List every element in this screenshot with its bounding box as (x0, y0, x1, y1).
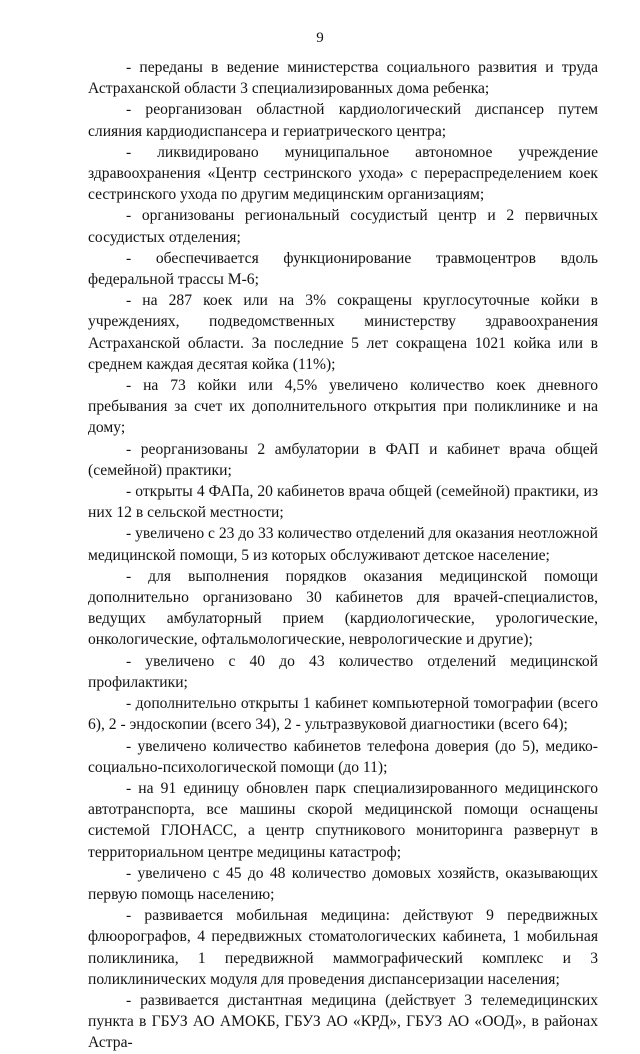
paragraph-cardiology-dispensary: - реорганизован областной кардиологический диспансер путем слияния кардиодиспансера и гериатрического центра; (88, 101, 598, 140)
paragraph-telemedicine: - развивается дистантная медицина (действует 3 телемедицинских пункта в ГБУЗ АО АМОКБ, ГБУЗ АО «КРД», ГБУЗ АО «ООД», в районах Астра- (88, 991, 598, 1052)
paragraph-fap-openings: - открыты 4 ФАПа, 20 кабинетов врача общей (семейной) практики, из них 12 в сельской местности; (88, 483, 598, 522)
paragraph-vascular-center: - организованы региональный сосудистый центр и 2 первичных сосудистых отделения; (88, 207, 598, 246)
paragraph-diagnostic-offices: - дополнительно открыты 1 кабинет компьютерной томографии (всего 6), 2 - эндоскопии (всего 34), 2 - ультразвуковой диагностики (всего 64); (88, 695, 598, 734)
paragraph-ambulatory-reorganization: - реорганизованы 2 амбулатории в ФАП и кабинет врача общей (семейной) практики; (88, 440, 598, 479)
paragraph-nursing-care-center: - ликвидировано муниципальное автономное учреждение здравоохранения «Центр сестринского ухода» с перераспределением коек сестринского ухода по другим медицинским организациям; (88, 143, 598, 204)
paragraph-transfer-orphanages: - переданы в ведение министерства социального развития и труда Астраханской области 3 специализированных дома ребенка; (88, 59, 598, 98)
paragraph-medical-transport: - на 91 единицу обновлен парк специализированного медицинского автотранспорта, все машины скорой медицинской помощи оснащены системой ГЛОНАСС, а центр спутникового мониторинга развернут в территориальном центре медицины катастроф; (88, 779, 598, 861)
page-number: 9 (316, 30, 324, 46)
paragraph-prevention-departments: - увеличено с 40 до 43 количество отделений медицинской профилактики; (88, 652, 598, 691)
paragraph-bed-reduction: - на 287 коек или на 3% сокращены круглосуточные койки в учреждениях, подведомственных министерству здравоохранения Астраханской области. За последние 5 лет сокращена 1021 койка или в среднем каждая десятая койка (11%); (88, 292, 598, 373)
paragraph-mobile-medicine: - развивается мобильная медицина: действуют 9 передвижных флюорографов, 4 передвижных стоматологических кабинета, 1 мобильная поликлиника, 1 передвижной маммографический комплекс и 3 поликлинических модуля для проведения диспансеризации населения; (88, 907, 598, 988)
paragraph-first-aid-households: - увеличено с 45 до 48 количество домовых хозяйств, оказывающих первую помощь населению; (88, 864, 598, 903)
paragraph-trauma-centers: - обеспечивается функционирование травмоцентров вдоль федеральной трассы М-6; (88, 249, 598, 289)
paragraph-helpline-offices: - увеличено количество кабинетов телефона доверия (до 5), медико-социально-психологической помощи (до 11); (88, 737, 598, 776)
paragraph-day-stay-beds: - на 73 койки или 4,5% увеличено количество коек дневного пребывания за счет их дополнительного открытия при поликлинике и на дому; (88, 377, 598, 437)
body-text (88, 57, 598, 1054)
paragraph-specialist-offices: - для выполнения порядков оказания медицинской помощи дополнительно организовано 30 кабинетов для врачей-специалистов, ведущих амбулаторный прием (кардиологические, урологические, онкологические, офтальмологические, неврологические и другие); (88, 567, 598, 649)
paragraph-urgent-care-departments: - увеличено с 23 до 33 количество отделений для оказания неотложной медицинской помощи, 5 из которых обслуживают детское население; (88, 525, 598, 564)
